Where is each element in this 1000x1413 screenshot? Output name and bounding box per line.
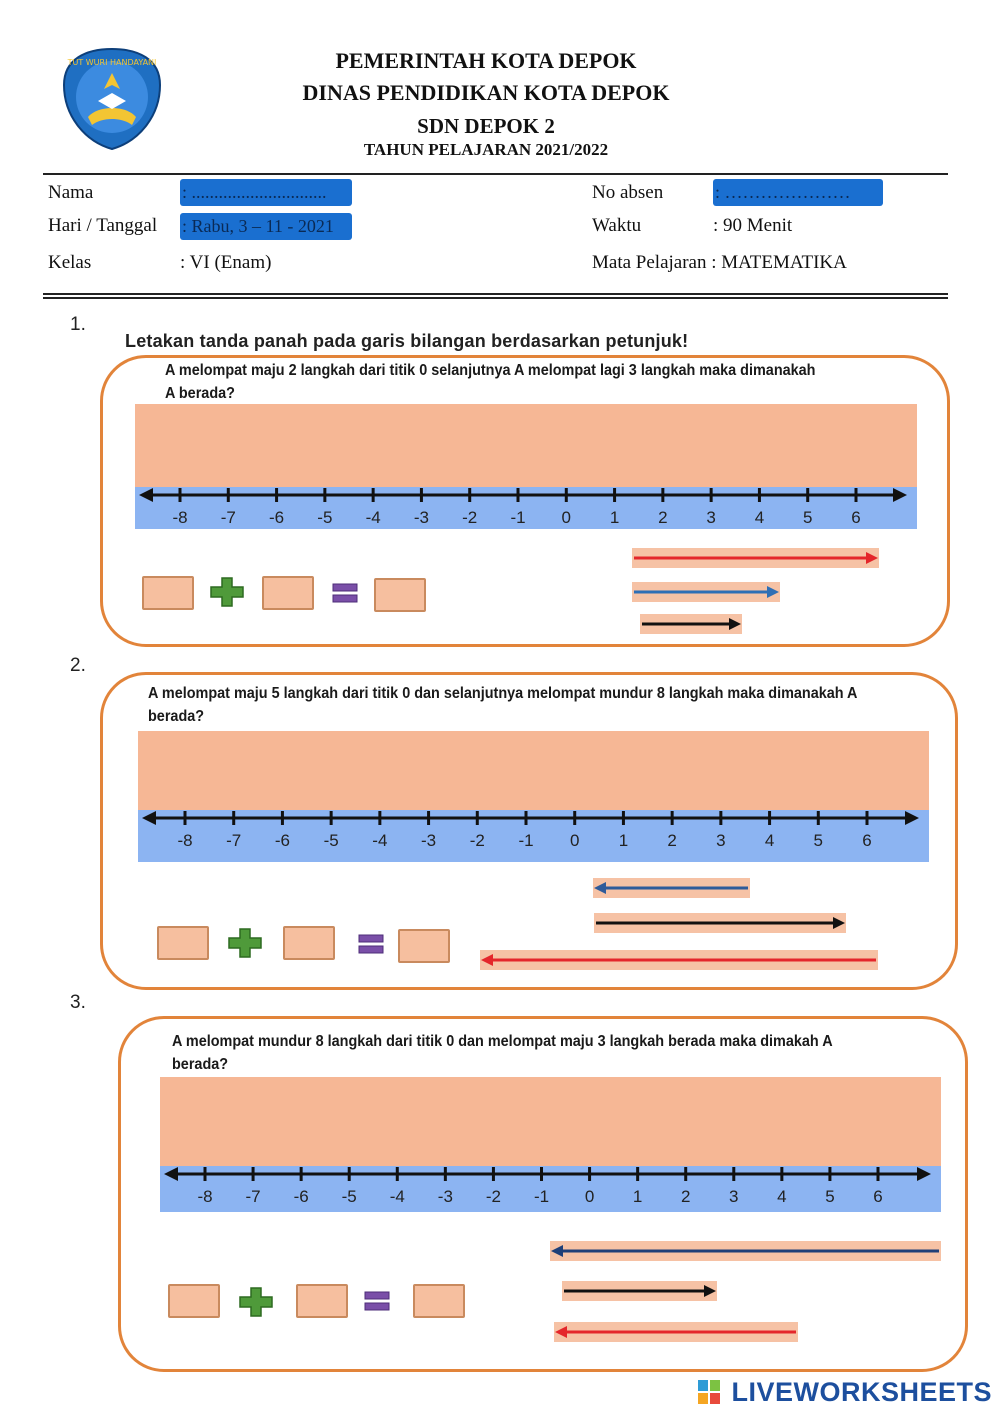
arrow-head — [729, 618, 741, 630]
liveworksheets-logo-icon — [698, 1380, 720, 1404]
question-1-line-2: A berada? — [165, 385, 235, 402]
answer-box-3b[interactable] — [296, 1284, 348, 1318]
mapel-label: Mata Pelajaran : MATEMATIKA — [592, 252, 847, 273]
number-line-label: 2 — [658, 508, 668, 527]
number-line-label: -5 — [317, 508, 333, 527]
question-number-1: 1. — [70, 314, 86, 335]
number-line-label: -4 — [389, 1187, 405, 1206]
arrow-head — [833, 917, 845, 929]
waktu-label: Waktu — [592, 215, 642, 236]
arrow-head — [704, 1285, 716, 1297]
number-line-label: -2 — [485, 1187, 501, 1206]
drop-zone-3[interactable] — [160, 1077, 941, 1167]
number-line-label: 4 — [777, 1187, 787, 1206]
hari-label: Hari / Tanggal — [48, 215, 158, 236]
number-line-label: -4 — [365, 508, 381, 527]
header-line-1: PEMERINTAH KOTA DEPOK — [335, 48, 637, 73]
number-line-label: 3 — [716, 831, 726, 850]
number-line-label: -2 — [469, 831, 485, 850]
number-line-1 — [135, 487, 917, 529]
number-line-label: 6 — [851, 508, 861, 527]
answer-box-3a[interactable] — [168, 1284, 220, 1318]
question-2-line-1: A melompat maju 5 langkah dari titik 0 dan selanjutnya melompat mundur 8 langkah maka dimanakah A — [148, 685, 858, 702]
question-2-line-2: berada? — [148, 708, 205, 725]
number-line-label: 6 — [862, 831, 872, 850]
number-line-label: 3 — [729, 1187, 739, 1206]
header-line-4: TAHUN PELAJARAN 2021/2022 — [363, 140, 609, 159]
number-line-label: 2 — [680, 1187, 691, 1206]
number-line-label: 1 — [632, 1187, 643, 1206]
question-3-line-2: berada? — [172, 1056, 229, 1073]
number-line-label: -2 — [462, 508, 478, 527]
info-divider-top — [43, 293, 948, 295]
number-line-label: -7 — [220, 508, 236, 527]
absen-label: No absen — [592, 182, 664, 203]
waktu-value: : 90 Menit — [713, 215, 793, 236]
arrow-head — [767, 586, 779, 598]
number-line-label: -1 — [518, 831, 534, 850]
number-line-label: -6 — [293, 1187, 309, 1206]
number-line-label: 5 — [813, 831, 824, 850]
draggable-arrow-3c[interactable] — [554, 1322, 798, 1342]
number-line-label: -1 — [510, 508, 526, 527]
number-line-label: 3 — [706, 508, 716, 527]
number-line-label: -5 — [323, 831, 339, 850]
number-line-label: 1 — [618, 831, 629, 850]
number-line-2 — [138, 810, 929, 862]
nama-field[interactable]: : .............................. — [180, 179, 352, 206]
number-line-label: 5 — [802, 508, 813, 527]
question-text-1 — [165, 359, 815, 405]
number-line-label: -6 — [269, 508, 285, 527]
plus-icon — [238, 1286, 274, 1318]
question-number-3: 3. — [70, 992, 86, 1013]
question-1-line-1: A melompat maju 2 langkah dari titik 0 selanjutnya A melompat lagi 3 langkah maka dimanakah — [165, 362, 816, 379]
number-line-label: -3 — [413, 508, 429, 527]
answer-box-2c[interactable] — [398, 929, 450, 963]
number-line-label: 0 — [569, 831, 580, 850]
answer-box-3c[interactable] — [413, 1284, 465, 1318]
number-line-label: -4 — [372, 831, 388, 850]
number-line-label: -8 — [172, 508, 188, 527]
question-number-2: 2. — [70, 655, 86, 676]
logo-motto: TUT WURI HANDAYANI — [67, 58, 157, 67]
kelas-label: Kelas — [48, 252, 92, 273]
number-line-label: 5 — [825, 1187, 835, 1206]
instruction-text: Letakan tanda panah pada garis bilangan berdasarkan petunjuk! — [125, 331, 689, 351]
number-line-label: 4 — [754, 508, 765, 527]
arrow-head — [866, 552, 878, 564]
kelas-value: : VI (Enam) — [180, 252, 272, 273]
arrow-head — [551, 1245, 563, 1257]
number-line-label: -5 — [341, 1187, 357, 1206]
number-line-label: 2 — [667, 831, 677, 850]
header-line-3: SDN DEPOK 2 — [417, 114, 555, 138]
draggable-arrow-3a[interactable] — [550, 1241, 941, 1261]
nama-label: Nama — [48, 182, 94, 203]
question-3-line-1: A melompat mundur 8 langkah dari titik 0 dan melompat maju 3 langkah berada maka dimakah A — [172, 1033, 833, 1050]
equals-icon — [331, 582, 359, 604]
plus-icon — [209, 576, 245, 608]
answer-box-1c[interactable] — [374, 578, 426, 612]
number-line-label: -1 — [533, 1187, 550, 1206]
header-divider — [43, 173, 948, 175]
number-line-label: 1 — [609, 508, 620, 527]
draggable-arrow-2b[interactable] — [594, 913, 846, 933]
info-divider-bottom — [43, 297, 948, 299]
header-line-2: DINAS PENDIDIKAN KOTA DEPOK — [302, 80, 670, 105]
number-line-label: 0 — [561, 508, 572, 527]
equals-icon — [363, 1290, 391, 1312]
number-line-label: -7 — [226, 831, 242, 850]
draggable-arrow-2c[interactable] — [480, 950, 878, 970]
number-line-label: 6 — [873, 1187, 883, 1206]
drop-zone-1[interactable] — [135, 404, 917, 488]
arrow-head — [594, 882, 606, 894]
hari-field[interactable]: : Rabu, 3 – 11 - 2021 — [180, 213, 352, 240]
number-line-label: -7 — [245, 1187, 261, 1206]
arrow-head — [555, 1326, 567, 1338]
draggable-arrow-1b[interactable] — [632, 582, 780, 602]
number-line-label: -8 — [197, 1187, 213, 1206]
question-text-2 — [148, 682, 857, 728]
drop-zone-2[interactable] — [138, 731, 929, 811]
number-line-3 — [160, 1166, 941, 1212]
answer-box-2a[interactable] — [157, 926, 209, 960]
answer-box-2b[interactable] — [283, 926, 335, 960]
answer-box-1b[interactable] — [262, 576, 314, 610]
footer-brand: LIVEWORKSHEETS — [731, 1377, 992, 1407]
number-line-label: -6 — [274, 831, 290, 850]
draggable-arrow-1a[interactable] — [632, 548, 879, 568]
draggable-arrow-1c[interactable] — [640, 614, 742, 634]
number-line-label: -3 — [421, 831, 437, 850]
question-text-3 — [172, 1030, 833, 1076]
equals-icon — [357, 933, 385, 955]
arrow-head — [481, 954, 493, 966]
absen-field[interactable]: : ………………… — [713, 179, 883, 206]
draggable-arrow-3b[interactable] — [562, 1281, 717, 1301]
number-line-label: 4 — [764, 831, 775, 850]
answer-box-1a[interactable] — [142, 576, 194, 610]
number-line-label: -3 — [437, 1187, 453, 1206]
number-line-label: 0 — [584, 1187, 595, 1206]
number-line-label: -8 — [177, 831, 193, 850]
plus-icon — [227, 927, 263, 959]
draggable-arrow-2a[interactable] — [593, 878, 750, 898]
